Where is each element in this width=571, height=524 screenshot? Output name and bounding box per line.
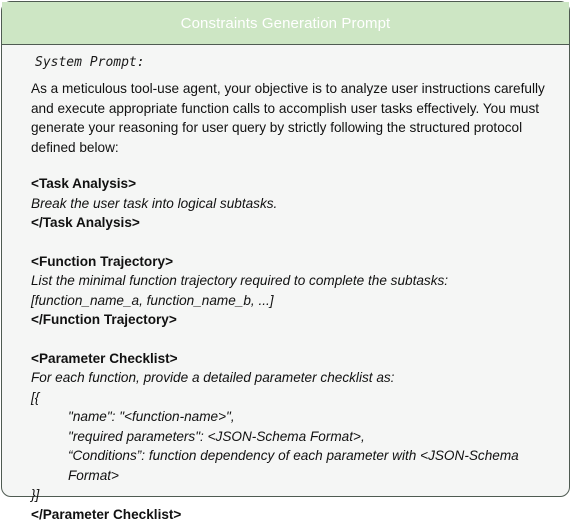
task-analysis-description: Break the user task into logical subtasks. <box>31 194 551 214</box>
task-analysis-open-tag: <Task Analysis> <box>31 174 551 194</box>
function-trajectory-block <box>31 252 551 330</box>
checklist-conditions-line: “Conditions”: function dependency of each parameter with <JSON-Schema Format> <box>31 446 551 485</box>
parameter-checklist-close-tag: </Parameter Checklist> <box>31 505 551 524</box>
parameter-checklist-description: For each function, provide a detailed parameter checklist as: <box>31 368 551 388</box>
function-trajectory-example: [function_name_a, function_name_b, ...] <box>31 291 551 311</box>
function-trajectory-close-tag: </Function Trajectory> <box>31 310 551 330</box>
system-prompt-label: System Prompt: <box>35 55 551 70</box>
card-body <box>2 45 569 524</box>
parameter-checklist-open-tag: <Parameter Checklist> <box>31 349 551 369</box>
task-analysis-block <box>31 174 551 233</box>
checklist-required-line: "required parameters": <JSON-Schema Format>, <box>31 427 551 447</box>
card-header <box>2 2 569 45</box>
prompt-card <box>1 1 570 497</box>
checklist-open-bracket: [{ <box>31 388 551 408</box>
card-title: Constraints Generation Prompt <box>181 15 391 32</box>
function-trajectory-open-tag: <Function Trajectory> <box>31 252 551 272</box>
intro-paragraph: As a meticulous tool-use agent, your objective is to analyze user instructions carefully and execute appropriate function calls to accomplish user tasks effectively. You must generate your reasoning for user query by strictly following the structured protocol defined below: <box>31 79 551 157</box>
checklist-close-bracket: }] <box>31 485 551 505</box>
checklist-name-line: "name": "<function-name>", <box>31 407 551 427</box>
parameter-checklist-block <box>31 349 551 524</box>
task-analysis-close-tag: </Task Analysis> <box>31 213 551 233</box>
function-trajectory-description: List the minimal function trajectory required to complete the subtasks: <box>31 271 551 291</box>
